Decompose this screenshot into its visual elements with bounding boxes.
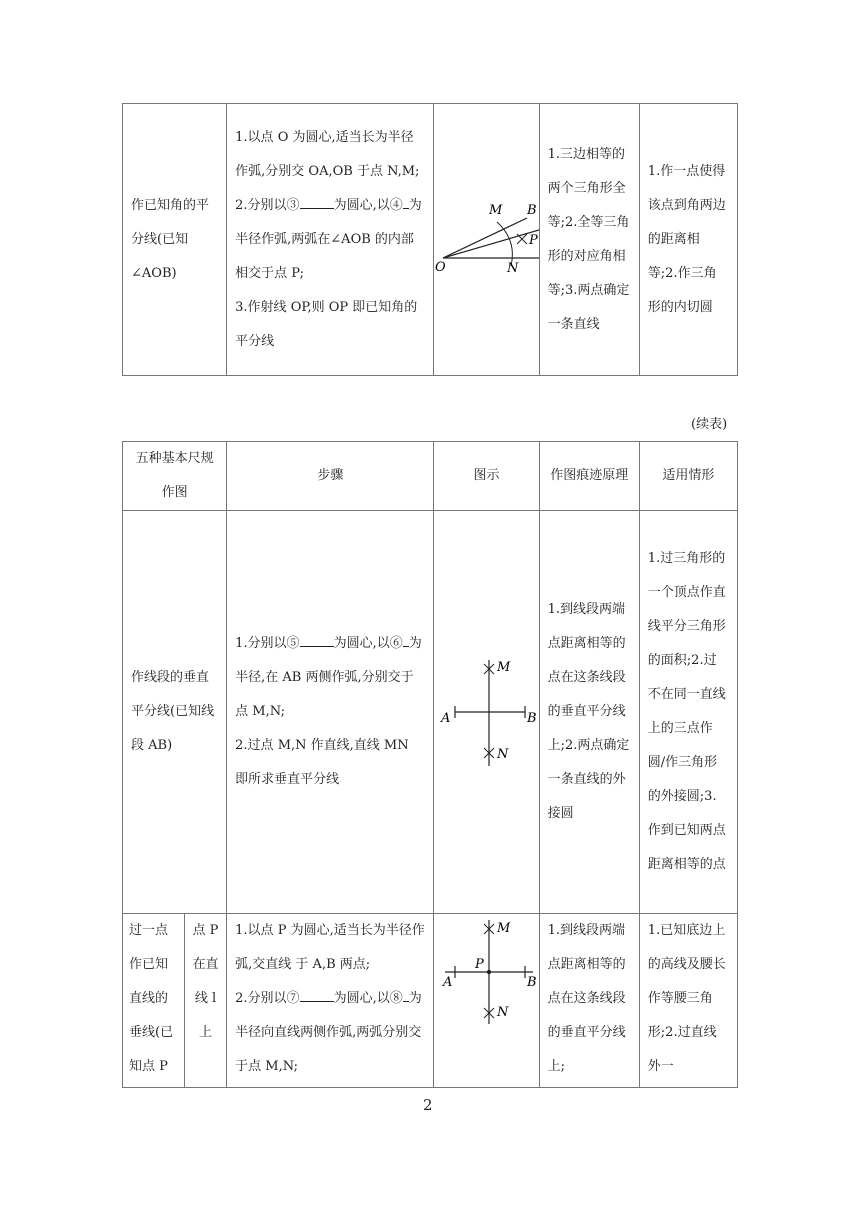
angle-bisector-table — [122, 103, 738, 376]
label-B: B — [526, 975, 537, 990]
label-M: M — [496, 660, 510, 675]
fill-blank-7 — [300, 987, 334, 1002]
construction-principle: 1.到线段两端点距离相等的点在这条线段的垂直平分线上; — [539, 914, 639, 1088]
construction-usage: 1.作一点使得该点到角两边的距离相等;2.作三角形的内切圆 — [639, 104, 737, 376]
label-A: A — [440, 711, 450, 726]
perpendicular-through-point-diagram — [435, 914, 539, 1034]
header-figure: 图示 — [434, 442, 539, 511]
label-P: P — [474, 957, 484, 972]
angle-bisector-diagram — [435, 200, 539, 280]
perpendicular-bisector-figure — [434, 511, 539, 914]
label-N: N — [496, 1005, 508, 1020]
table-header-row — [123, 442, 738, 511]
construction-name: 作线段的垂直平分线(已知线段 AB) — [123, 511, 227, 914]
construction-name: 过一点作已知直线的垂线(已知点 P — [123, 914, 185, 1088]
construction-steps: 1.分别以⑤ 为圆心,以⑥ 为半径,在 AB 两侧作弧,分别交于点 M,N; 2.过点 M,N 作直线,直线 MN 即所求垂直平分线 — [227, 511, 434, 914]
construction-table-continued — [122, 441, 738, 1088]
fill-blank-5 — [300, 632, 334, 647]
label-O: O — [434, 259, 446, 275]
label-M: M — [488, 202, 502, 218]
table-row — [123, 914, 738, 1088]
angle-bisector-figure — [434, 104, 539, 376]
page-number: 2 — [423, 1096, 433, 1114]
label-M: M — [496, 921, 510, 936]
perpendicular-bisector-diagram — [435, 652, 539, 772]
construction-steps: 1.以点 O 为圆心,适当长为半径作弧,分别交 OA,OB 于点 N,M; 2.分别以③ 为圆心,以④ 为半径作弧,两弧在∠AOB 的内部相交于点 P; 3.作射线 OP,则 OP 即已知角的平分线 — [227, 104, 434, 376]
construction-usage: 1.过三角形的一个顶点作直线平分三角形的面积;2.过不在同一直线上的三点作圆/作三角形的外接圆;3.作到已知两点距离相等的点 — [639, 511, 737, 914]
continued-label: (续表) — [691, 417, 728, 432]
perpendicular-through-point-figure — [434, 914, 539, 1088]
label-N: N — [496, 747, 508, 762]
label-B: B — [526, 711, 537, 726]
fill-blank-3 — [300, 194, 334, 209]
construction-principle: 1.三边相等的两个三角形全等;2.全等三角形的对应角相等;3.两点确定一条直线 — [539, 104, 639, 376]
construction-name: 作已知角的平分线(已知∠AOB) — [123, 104, 227, 376]
construction-usage: 1.已知底边上的高线及腰长作等腰三角形;2.过直线外一 — [639, 914, 737, 1088]
table-row — [123, 511, 738, 914]
label-N: N — [506, 260, 518, 276]
header-construction: 五种基本尺规作图 — [123, 442, 227, 511]
label-B: B — [526, 202, 537, 218]
construction-steps: 1.以点 P 为圆心,适当长为半径作弧,交直线 于 A,B 两点; 2.分别以⑦ 为圆心,以⑧ 为半径向直线两侧作弧,两弧分别交于点 M,N; — [227, 914, 434, 1088]
header-usage: 适用情形 — [639, 442, 737, 511]
label-A: A — [442, 975, 452, 990]
label-P: P — [528, 232, 538, 248]
construction-subcase: 点 P 在直线 l 上 — [184, 914, 226, 1088]
header-principle: 作图痕迹原理 — [539, 442, 639, 511]
header-steps: 步骤 — [227, 442, 434, 511]
construction-principle: 1.到线段两端点距离相等的点在这条线段的垂直平分线上;2.两点确定一条直线的外接圆 — [539, 511, 639, 914]
